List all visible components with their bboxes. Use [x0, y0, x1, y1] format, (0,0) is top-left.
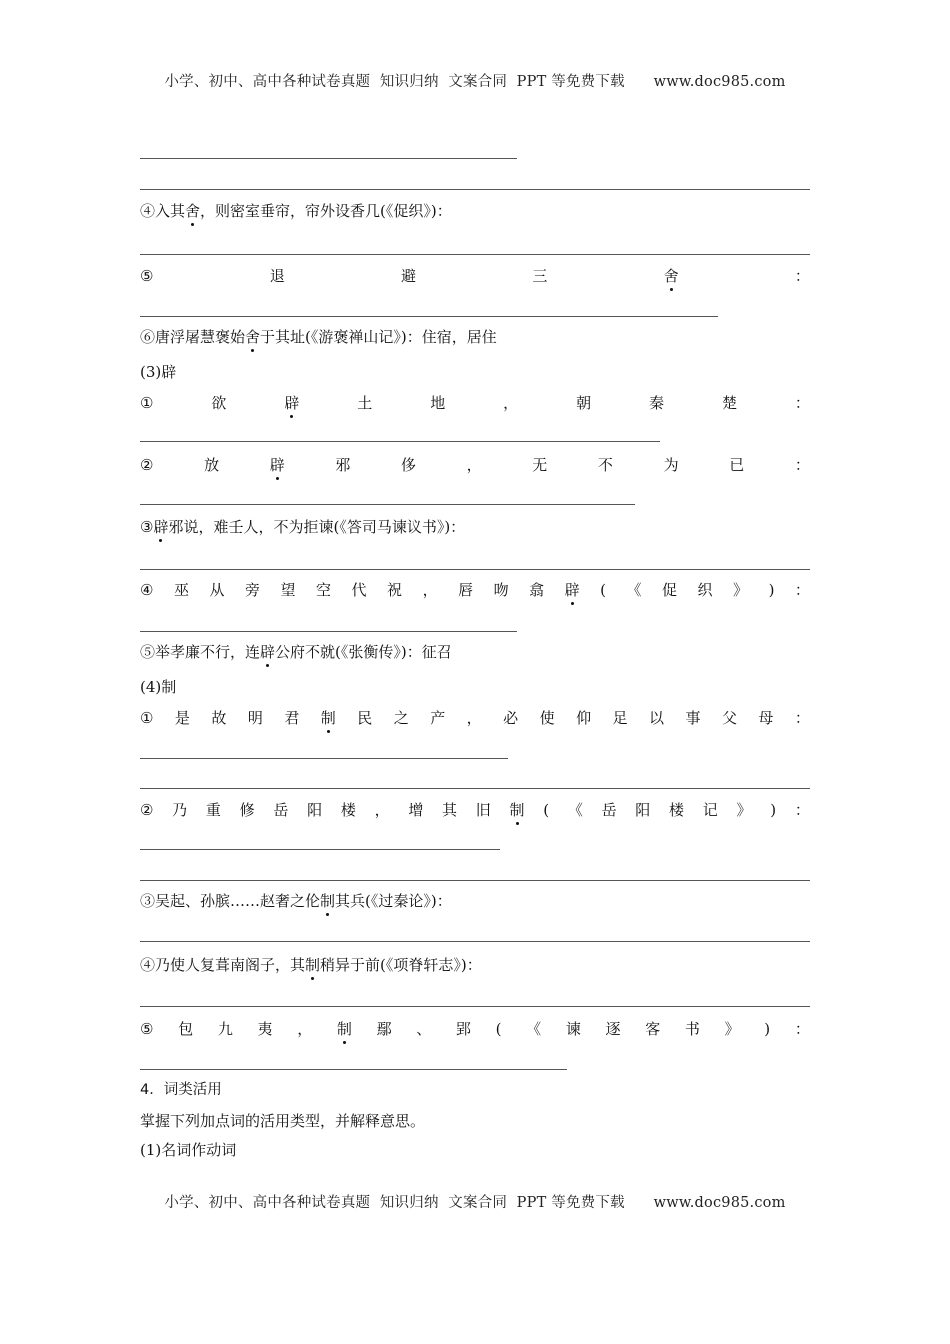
- zhi-item-3: [140, 891, 452, 911]
- char: 《: [626, 581, 642, 599]
- char: ：: [794, 709, 810, 727]
- item-text: 于其址(《游褒禅山记》)：住宿，居住: [260, 328, 497, 346]
- char: 客: [645, 1020, 661, 1038]
- char: 事: [685, 709, 701, 727]
- char: 谏: [565, 1020, 581, 1038]
- char: ：: [794, 456, 810, 474]
- pi-item-1: [140, 393, 810, 413]
- char: ①: [140, 394, 154, 412]
- char: 从: [209, 581, 225, 599]
- char: ⑤: [140, 1020, 154, 1038]
- she-item-5: [140, 266, 810, 286]
- char: ：: [794, 394, 810, 412]
- item-text: ③吴起、孙膑……赵奢之伦: [140, 892, 321, 910]
- char: (: [600, 581, 606, 599]
- answer-line: [140, 631, 517, 632]
- dotted-char: 舍: [663, 267, 679, 285]
- char: 吻: [493, 581, 509, 599]
- dotted-char: 制: [509, 801, 525, 819]
- dotted-char: 辟: [153, 518, 169, 536]
- char: ：: [794, 1020, 810, 1038]
- char: 明: [247, 709, 263, 727]
- char: 朝: [576, 394, 592, 412]
- char: 祝: [387, 581, 403, 599]
- answer-line: [140, 189, 810, 190]
- zhi-item-1: [140, 708, 810, 728]
- char: 故: [211, 709, 227, 727]
- dotted-char: 辟: [284, 394, 300, 412]
- answer-line: [140, 504, 635, 505]
- char: 三: [532, 267, 548, 285]
- char: 以: [649, 709, 665, 727]
- item-text: ⑤举孝廉不行，连: [140, 643, 261, 661]
- item-text: 邪说，难壬人，不为拒谏(《答司马谏议书》)：: [168, 518, 466, 536]
- char: ): [770, 801, 777, 819]
- subsection-title: (1)名词作动词: [140, 1141, 237, 1159]
- answer-line: [140, 1069, 567, 1070]
- zhi-item-4: [140, 955, 482, 975]
- item-text: ⑥唐浮屠慧褒始: [140, 328, 246, 346]
- dotted-char: 制: [336, 1020, 352, 1038]
- char: ): [764, 1020, 771, 1038]
- pi-item-2: [140, 455, 810, 475]
- answer-line: [140, 441, 660, 442]
- char: 夷: [257, 1020, 273, 1038]
- answer-line: [140, 758, 508, 759]
- char: 为: [663, 456, 679, 474]
- char: 促: [662, 581, 678, 599]
- answer-line: [140, 1006, 810, 1007]
- dotted-char: 制: [320, 709, 336, 727]
- char: 唇: [458, 581, 474, 599]
- char: 仰: [576, 709, 592, 727]
- char: 重: [205, 801, 221, 819]
- char: 地: [430, 394, 446, 412]
- char: (: [495, 1020, 502, 1038]
- char: ①: [140, 709, 154, 727]
- char: 阳: [635, 801, 651, 819]
- char: 退: [269, 267, 285, 285]
- char: 《: [526, 1020, 542, 1038]
- char: ：: [794, 581, 810, 599]
- item-text: ④入其: [140, 202, 186, 220]
- item-text: ，则密室垂帘，帘外设香几(《促织》)：: [200, 202, 452, 220]
- answer-line: [140, 254, 810, 255]
- char: ，: [374, 801, 390, 819]
- char: 、: [416, 1020, 432, 1038]
- answer-line: [140, 316, 718, 317]
- char: 是: [174, 709, 190, 727]
- pi-item-5: [140, 642, 452, 662]
- char: 》: [736, 801, 752, 819]
- char: 包: [178, 1020, 194, 1038]
- answer-line: [140, 941, 810, 942]
- char: ，: [466, 456, 482, 474]
- char: 》: [724, 1020, 740, 1038]
- char: ②: [140, 456, 154, 474]
- dotted-char: 制: [320, 892, 336, 910]
- char: 岳: [601, 801, 617, 819]
- char: 织: [697, 581, 713, 599]
- pi-item-3: [140, 517, 465, 537]
- char: ，: [297, 1020, 313, 1038]
- char: 》: [733, 581, 749, 599]
- char: 代: [351, 581, 367, 599]
- char: 民: [357, 709, 373, 727]
- char: 不: [597, 456, 613, 474]
- char: 母: [758, 709, 774, 727]
- zhi-item-5: [140, 1019, 810, 1039]
- char: 书: [684, 1020, 700, 1038]
- char: 阳: [307, 801, 323, 819]
- answer-line: [140, 880, 810, 881]
- char: 九: [217, 1020, 233, 1038]
- char: 乃: [172, 801, 188, 819]
- char: 避: [401, 267, 417, 285]
- char: 鄢: [376, 1020, 392, 1038]
- answer-line: [140, 158, 517, 159]
- char: 增: [408, 801, 424, 819]
- answer-line: [140, 849, 500, 850]
- char: 《: [567, 801, 583, 819]
- answer-line: [140, 788, 810, 789]
- char: 修: [239, 801, 255, 819]
- char: 无: [532, 456, 548, 474]
- char: 记: [702, 801, 718, 819]
- char: 旁: [244, 581, 260, 599]
- char: 逐: [605, 1020, 621, 1038]
- answer-line: [140, 569, 810, 570]
- char: 君: [284, 709, 300, 727]
- char: 之: [393, 709, 409, 727]
- char: 邪: [335, 456, 351, 474]
- char: (: [543, 801, 550, 819]
- char: 空: [316, 581, 332, 599]
- section-instruction: 掌握下列加点词的活用类型，并解释意思。: [140, 1112, 426, 1130]
- char: ，: [422, 581, 438, 599]
- char: 放: [204, 456, 220, 474]
- dotted-char: 制: [305, 956, 321, 974]
- char: 秦: [649, 394, 665, 412]
- item-text: 公府不就(《张衡传》)：征召: [275, 643, 452, 661]
- page-footer: 小学、初中、高中各种试卷真题 知识归纳 文案合同 PPT 等免费下载 www.doc985.com: [164, 1195, 786, 1211]
- char: 必: [503, 709, 519, 727]
- char: 楚: [721, 394, 737, 412]
- she-item-6: [140, 327, 497, 347]
- char: ②: [140, 801, 154, 819]
- char: 使: [539, 709, 555, 727]
- item-text: ③: [140, 518, 154, 536]
- zhi-heading: (4)制: [140, 678, 177, 696]
- item-text: ④乃使人复葺南阁子，其: [140, 956, 306, 974]
- char: 旧: [475, 801, 491, 819]
- item-text: 稍异于前(《项脊轩志》)：: [320, 956, 482, 974]
- dotted-char: 辟: [564, 581, 580, 599]
- dotted-char: 辟: [260, 643, 276, 661]
- she-item-4: [140, 201, 452, 221]
- dotted-char: 舍: [245, 328, 261, 346]
- char: 岳: [273, 801, 289, 819]
- section-title: 4．词类活用: [140, 1082, 222, 1098]
- char: 欲: [211, 394, 227, 412]
- char: ：: [794, 267, 810, 285]
- zhi-item-2: [140, 800, 810, 820]
- char: ：: [794, 801, 810, 819]
- char: 产: [430, 709, 446, 727]
- char: 翕: [529, 581, 545, 599]
- char: 其: [442, 801, 458, 819]
- char: 郢: [455, 1020, 471, 1038]
- char: ，: [466, 709, 482, 727]
- char: 足: [612, 709, 628, 727]
- page-header: 小学、初中、高中各种试卷真题 知识归纳 文案合同 PPT 等免费下载 www.doc985.com: [164, 74, 786, 90]
- dotted-char: 辟: [269, 456, 285, 474]
- char: 楼: [669, 801, 685, 819]
- dotted-char: 舍: [185, 202, 201, 220]
- pi-heading: (3)辟: [140, 363, 177, 381]
- char: 土: [357, 394, 373, 412]
- char: ④: [140, 581, 154, 599]
- char: ，: [503, 394, 519, 412]
- char: 已: [729, 456, 745, 474]
- char: 侈: [401, 456, 417, 474]
- char: ⑤: [140, 267, 154, 285]
- pi-item-4: [140, 580, 810, 600]
- char: 父: [721, 709, 737, 727]
- char: 楼: [340, 801, 356, 819]
- char: 望: [280, 581, 296, 599]
- char: ): [768, 581, 775, 599]
- item-text: 其兵(《过秦论》)：: [335, 892, 452, 910]
- char: 巫: [173, 581, 189, 599]
